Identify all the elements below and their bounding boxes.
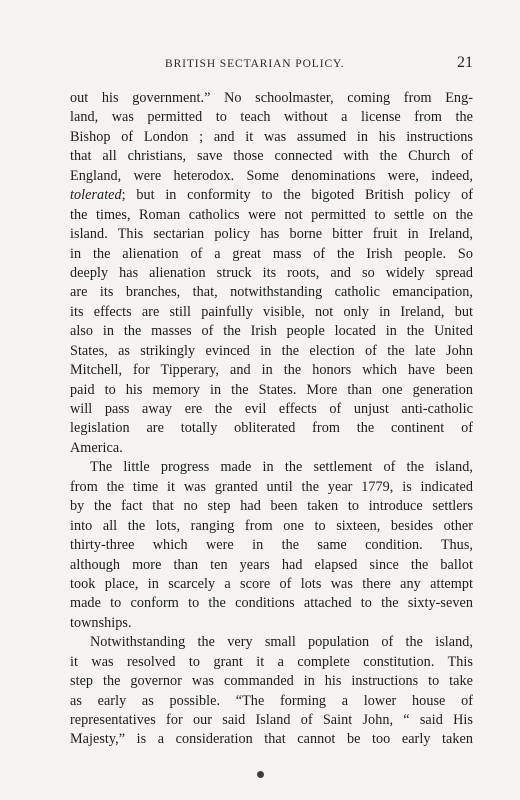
text-line bbox=[70, 342, 473, 361]
text-line bbox=[70, 225, 473, 244]
text-line bbox=[70, 206, 473, 225]
text-line bbox=[70, 730, 473, 749]
line-text: representatives for our said Island of Saint John, “ said His bbox=[70, 712, 473, 728]
line-text: England, were heterodox. Some denominations were, indeed, bbox=[70, 167, 473, 184]
line-text: it was resolved to grant it a complete constitution. This bbox=[70, 653, 473, 670]
text-line bbox=[70, 653, 473, 672]
text-line bbox=[70, 633, 473, 652]
text-line bbox=[70, 478, 473, 497]
text-line bbox=[70, 283, 473, 302]
text-line bbox=[70, 400, 473, 419]
footer-ornament bbox=[257, 771, 264, 778]
text-line bbox=[70, 672, 473, 691]
text-line bbox=[70, 614, 473, 633]
text-line bbox=[70, 692, 473, 711]
text-line bbox=[70, 303, 473, 322]
text-line bbox=[70, 711, 473, 730]
line-text: America. bbox=[70, 439, 123, 456]
line-text: in the alienation of a great mass of the Irish people. So bbox=[70, 245, 473, 262]
line-text: Notwithstanding the very small population of the island, bbox=[90, 634, 473, 651]
line-text: from the time it was granted until the year 1779, is indicated bbox=[70, 478, 473, 495]
line-text: deeply has alienation struck its roots, and so widely spread bbox=[70, 264, 473, 281]
line-text: ; but in conformity to the bigoted British policy of bbox=[121, 187, 473, 204]
text-line bbox=[70, 439, 473, 458]
text-line bbox=[70, 245, 473, 264]
italic-word: tolerated bbox=[70, 187, 122, 204]
line-text: thirty-three which were in the same condition. Thus, bbox=[70, 537, 473, 554]
text-line bbox=[70, 381, 473, 400]
line-text: Mitchell, for Tipperary, and in the honors which have been bbox=[70, 362, 473, 379]
line-text: made to conform to the conditions attached to the sixty-seven bbox=[70, 595, 473, 612]
line-text: by the fact that no step had been taken to introduce settlers bbox=[70, 498, 473, 515]
line-text: took place, in scarcely a score of lots was there any attempt bbox=[70, 575, 473, 592]
text-line bbox=[70, 147, 473, 166]
line-text: also in the masses of the Irish people located in the United bbox=[70, 323, 473, 340]
text-line bbox=[70, 517, 473, 536]
text-line bbox=[70, 361, 473, 380]
line-text: although more than ten years had elapsed since the ballot bbox=[70, 556, 473, 573]
line-text: land, was permitted to teach without a license from the bbox=[70, 109, 473, 126]
line-text: legislation are totally obliterated from the continent of bbox=[70, 420, 473, 437]
text-line bbox=[70, 575, 473, 594]
text-line bbox=[70, 89, 473, 108]
page-number: 21 bbox=[457, 54, 473, 71]
text-line bbox=[70, 536, 473, 555]
line-text: townships. bbox=[70, 614, 132, 631]
line-text: island. This sectarian policy has borne bitter fruit in Ireland, bbox=[70, 226, 473, 243]
text-line bbox=[70, 186, 473, 205]
text-line bbox=[70, 108, 473, 127]
line-text: as early as possible. “The forming a lower house of bbox=[70, 692, 473, 709]
text-line bbox=[70, 419, 473, 438]
line-text: into all the lots, ranging from one to sixteen, besides other bbox=[70, 517, 473, 534]
text-line bbox=[70, 594, 473, 613]
body-text bbox=[70, 89, 473, 750]
line-text: will pass away ere the evil effects of unjust anti-catholic bbox=[70, 401, 473, 417]
text-line bbox=[70, 556, 473, 575]
line-text: that all christians, save those connected with the Church of bbox=[70, 148, 473, 165]
line-text: States, as strikingly evinced in the election of the late John bbox=[70, 342, 473, 359]
text-line bbox=[70, 264, 473, 283]
text-line bbox=[70, 167, 473, 186]
line-text: out his government.” No schoolmaster, coming from Eng- bbox=[70, 90, 473, 106]
text-line bbox=[70, 128, 473, 147]
line-text: its effects are still painfully visible, not only in Ireland, but bbox=[70, 303, 473, 320]
line-text: The little progress made in the settlement of the island, bbox=[90, 459, 473, 476]
text-line bbox=[70, 497, 473, 516]
line-text: paid to his memory in the States. More than one generation bbox=[70, 381, 473, 398]
line-text: Majesty,” is a consideration that cannot be too early taken bbox=[70, 731, 473, 748]
running-title: BRITISH SECTARIAN POLICY. bbox=[165, 58, 345, 70]
text-line bbox=[70, 458, 473, 477]
line-text: are its branches, that, notwithstanding catholic emancipation, bbox=[70, 284, 473, 301]
line-text: Bishop of London ; and it was assumed in his instructions bbox=[70, 128, 473, 145]
line-text: the times, Roman catholics were not permitted to settle on the bbox=[70, 206, 473, 223]
line-text: step the governor was commanded in his instructions to take bbox=[70, 673, 473, 690]
text-line bbox=[70, 322, 473, 341]
